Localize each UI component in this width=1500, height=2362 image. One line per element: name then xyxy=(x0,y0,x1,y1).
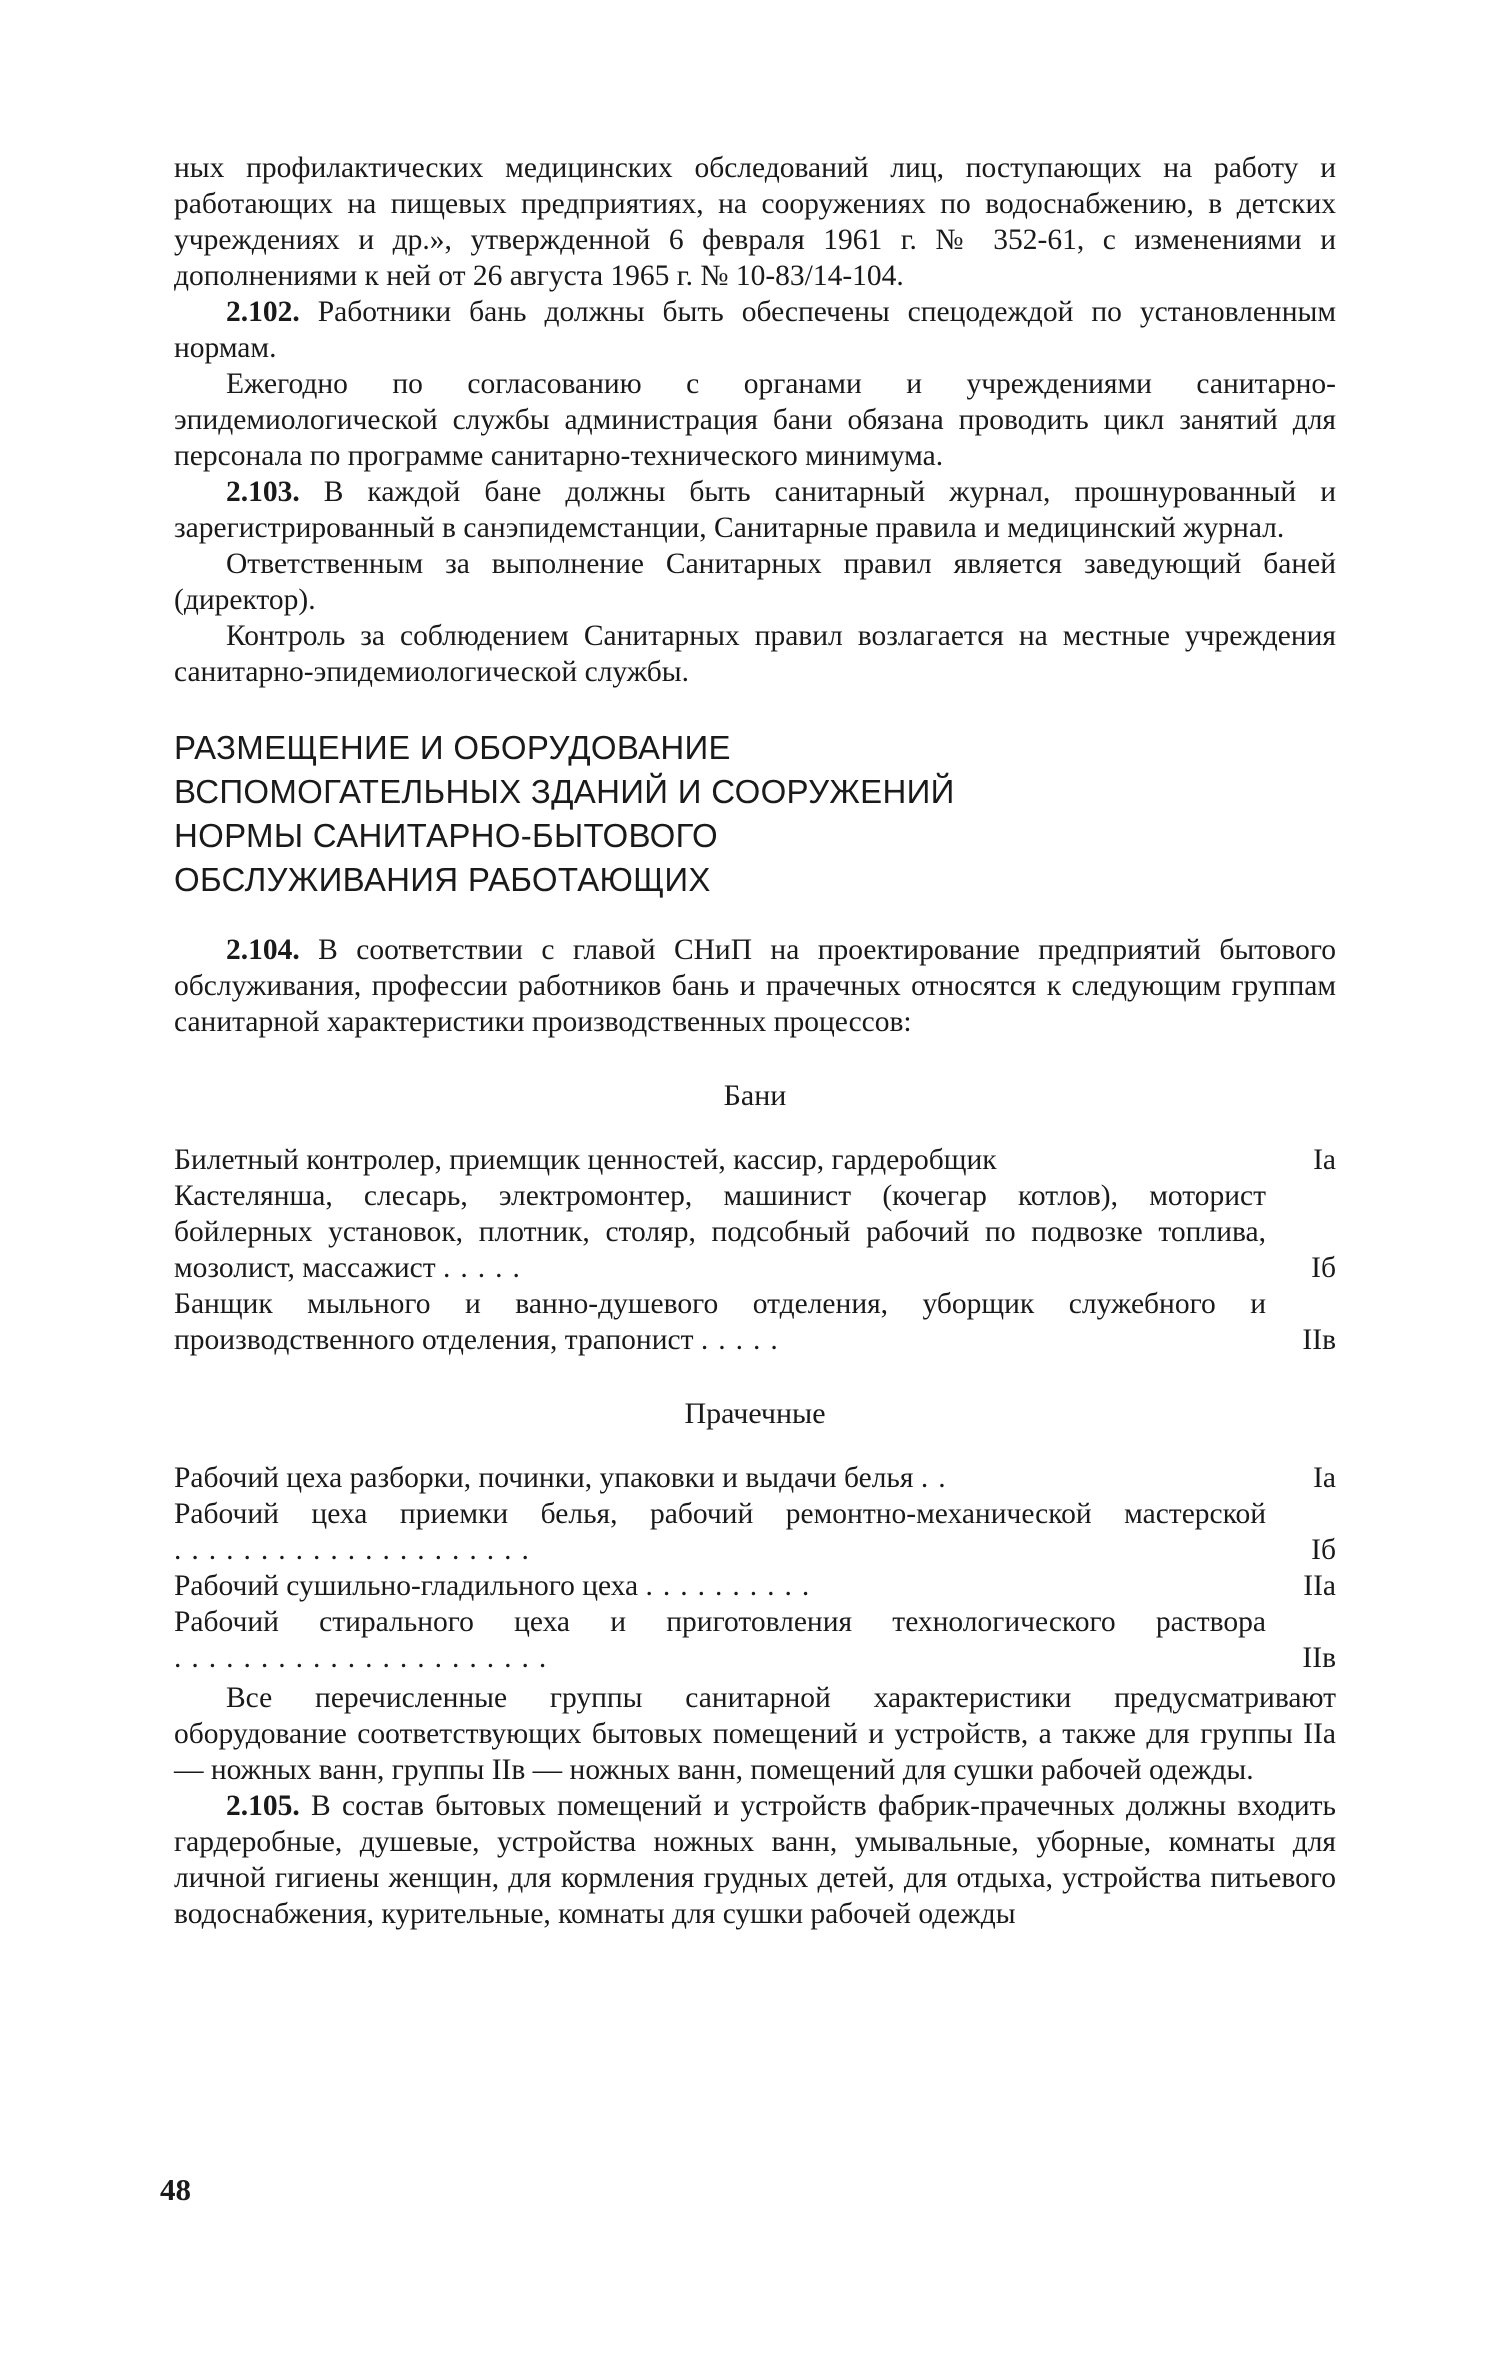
clause-text: Работники бань должны быть обеспечены спецодеждой по установленным нормам. xyxy=(174,296,1336,364)
leader-dots: .. xyxy=(920,1462,956,1494)
profession-text: Банщик мыльного и ванно-душевого отделения, уборщик служебного и производственного отделения, трапонист ..... xyxy=(174,1288,1266,1356)
paragraph-2-102 xyxy=(174,294,1336,366)
profession-text: Кастелянша, слесарь, электромонтер, машинист (кочегар котлов), моторист бойлерных установок, плотник, столяр, подсобный рабочий по подвозке топлива, мозолист, массажист ..... xyxy=(174,1180,1266,1284)
clause-number: 2.104. xyxy=(226,934,300,966)
paragraph-groups-summary: Все перечисленные группы санитарной характеристики предусматривают оборудование соответствующих бытовых помещений и устройств, а также для группы IIа — ножных ванн, группы IIв — ножных ванн, помещений для сушки рабочей одежды. xyxy=(174,1682,1336,1786)
list-item xyxy=(174,1286,1336,1358)
profession-text: Рабочий цеха приемки белья, рабочий ремонтно-механической мастерской ..................... xyxy=(174,1498,1266,1566)
clause-text: В каждой бане должны быть санитарный журнал, прошнурованный и зарегистрированный в санэпидемстанции, Санитарные правила и медицинский журнал. xyxy=(174,476,1336,544)
section-heading-line: НОРМЫ САНИТАРНО-БЫТОВОГО xyxy=(174,817,718,854)
paragraph-continuation: ных профилактических медицинских обследований лиц, поступающих на работу и работающих на пищевых предприятиях, на сооружениях по водоснабжению, в детских учреждениях и др.», утвержденной 6 февраля 1961 г. № 352-61, с изменениями и дополнениями к ней от 26 августа 1965 г. № 10-83/14-104. xyxy=(174,152,1336,292)
profession-text: Рабочий стирального цеха и приготовления технологического раствора ...................... xyxy=(174,1606,1266,1674)
laundries-list xyxy=(174,1460,1336,1676)
leader-dots: ..... xyxy=(700,1324,788,1356)
list-item xyxy=(174,1568,1336,1604)
subheading-laundries: Прачечные xyxy=(684,1397,826,1430)
list-item xyxy=(174,1460,1336,1496)
group-code: Iа xyxy=(1313,1144,1336,1176)
group-code: Iб xyxy=(1311,1252,1336,1284)
clause-text: В состав бытовых помещений и устройств фабрик-прачечных должны входить гардеробные, душевые, устройства ножных ванн, умывальные, уборные, комнаты для личной гигиены женщин, для кормления грудных детей, для отдыха, устройства питьевого водоснабжения, курительные, комнаты для сушки рабочей одежды xyxy=(174,1790,1336,1930)
page-content xyxy=(174,150,1336,1932)
baths-list xyxy=(174,1142,1336,1358)
clause-text: В соответствии с главой СНиП на проектирование предприятий бытового обслуживания, профессии работников бань и прачечных относятся к следующим группам санитарной характеристики производственных процессов: xyxy=(174,934,1336,1038)
paragraph-responsibility: Ответственным за выполнение Санитарных правил является заведующий баней (директор). xyxy=(174,548,1336,616)
list-item xyxy=(174,1496,1336,1568)
paragraph-2-105 xyxy=(174,1788,1336,1932)
group-code: IIв xyxy=(1302,1642,1336,1674)
paragraph-2-103 xyxy=(174,474,1336,546)
leader-dots: ...................... xyxy=(174,1642,557,1674)
paragraph-control: Контроль за соблюдением Санитарных правил возлагается на местные учреждения санитарно-эпидемиологической службы. xyxy=(174,620,1336,688)
clause-number: 2.102. xyxy=(226,296,300,328)
section-heading-line: ВСПОМОГАТЕЛЬНЫХ ЗДАНИЙ И СООРУЖЕНИЙ xyxy=(174,773,955,810)
group-code: Iб xyxy=(1311,1534,1336,1566)
list-item xyxy=(174,1142,1336,1178)
profession-text: Рабочий цеха разборки, починки, упаковки и выдачи белья .. xyxy=(174,1462,956,1494)
group-code: Iа xyxy=(1313,1462,1336,1494)
profession-text: Билетный контролер, приемщик ценностей, кассир, гардеробщик xyxy=(174,1144,997,1176)
paragraph-2-104 xyxy=(174,932,1336,1040)
list-item xyxy=(174,1604,1336,1676)
section-heading-line: ОБСЛУЖИВАНИЯ РАБОТАЮЩИХ xyxy=(174,861,711,898)
clause-number: 2.105. xyxy=(226,1790,300,1822)
group-code: IIа xyxy=(1303,1570,1336,1602)
leader-dots: .......... xyxy=(645,1570,820,1602)
leader-dots: ..... xyxy=(443,1252,530,1284)
section-heading-line: РАЗМЕЩЕНИЕ И ОБОРУДОВАНИЕ xyxy=(174,729,731,766)
clause-number: 2.103. xyxy=(226,476,300,508)
paragraph-annual-training: Ежегодно по согласованию с органами и учреждениями санитарно-эпидемиологической службы администрация бани обязана проводить цикл занятий для персонала по программе санитарно-технического минимума. xyxy=(174,368,1336,472)
subheading-baths: Бани xyxy=(723,1079,787,1112)
profession-text: Рабочий сушильно-гладильного цеха .......... xyxy=(174,1570,820,1602)
group-code: IIв xyxy=(1302,1324,1336,1356)
list-item xyxy=(174,1178,1336,1286)
section-heading xyxy=(174,726,1336,902)
page-number: 48 xyxy=(160,2172,191,2207)
leader-dots: ..................... xyxy=(174,1534,539,1566)
